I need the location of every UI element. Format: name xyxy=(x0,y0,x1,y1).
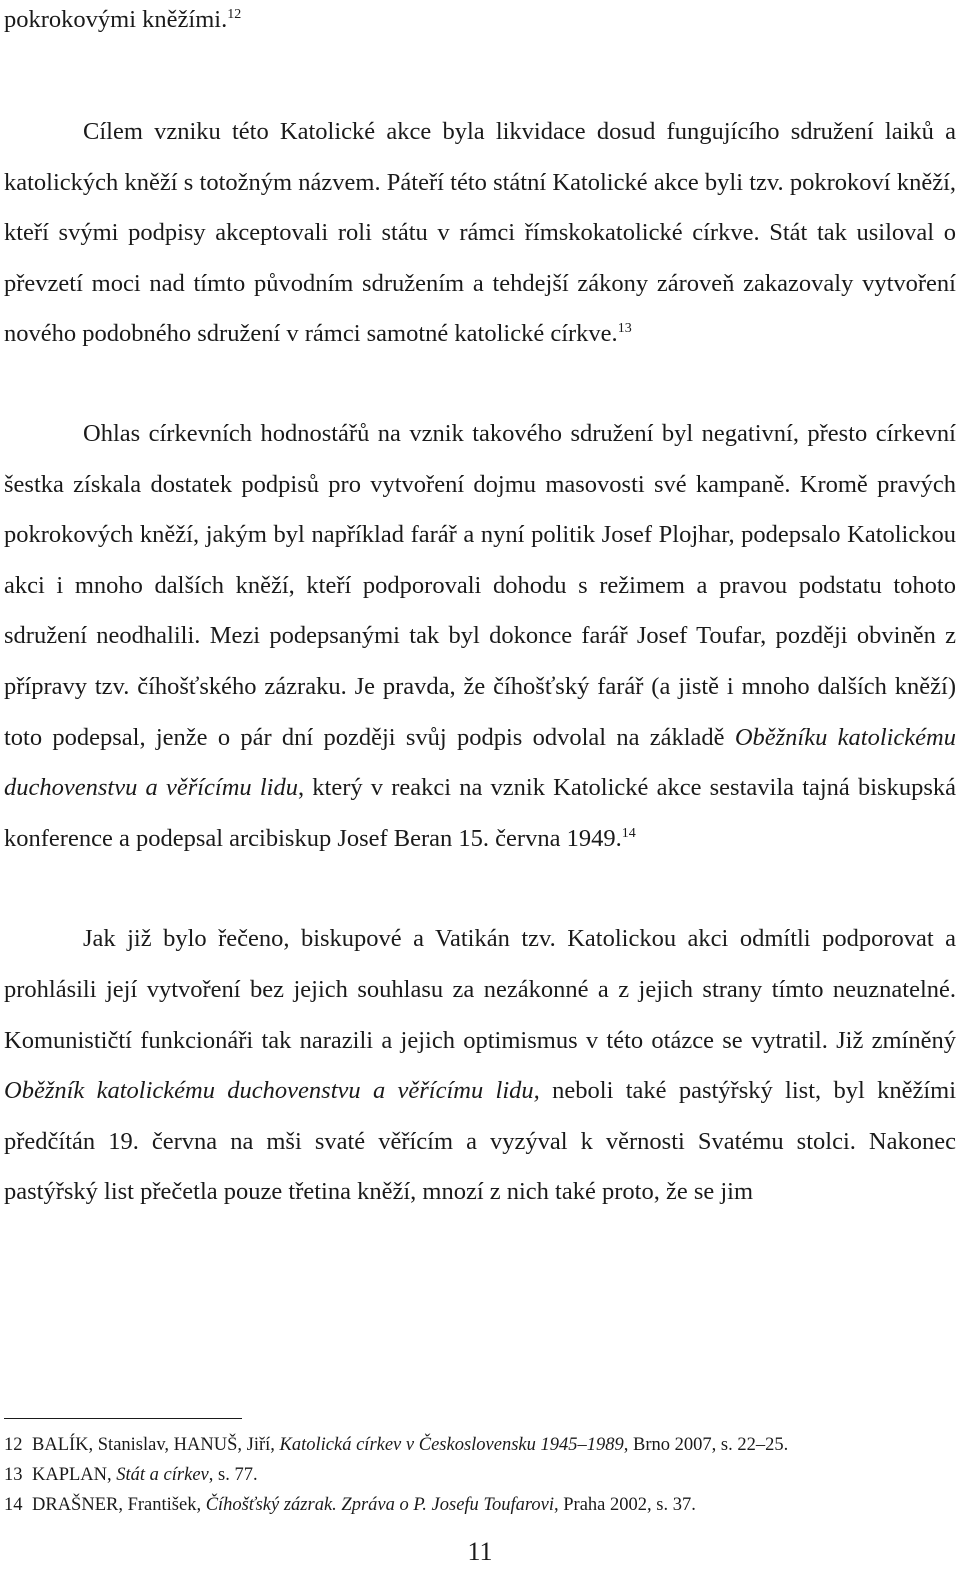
footnote-12 xyxy=(4,1430,956,1460)
paragraph-2-text-b: , který v reakci na vznik Katolické akce sestavila tajná biskupská konference a podepsal arcibiskup Josef Beran 15. června 1949. xyxy=(4,774,956,852)
footnote-ref-14[interactable]: 14 xyxy=(621,825,636,841)
footnote-title: Číhošťský zázrak. Zpráva o P. Josefu Toufarovi xyxy=(205,1495,555,1515)
paragraph-3-text-b: neboli také pastýřský list, byl kněžími předčítán 19. června na mši svaté věřícím a vyzýval k věrnosti Svatému stolci. Nakonec pastýřský list přečetla pouze třetina kněží, mnozí z nich také proto, že se jim xyxy=(4,1077,957,1206)
paragraph-3 xyxy=(4,914,956,1218)
footnote-authors: BALÍK, Stanislav, HANUŠ, Jiří, xyxy=(32,1435,280,1455)
footnote-number: 13 xyxy=(4,1465,23,1485)
paragraph-2 xyxy=(4,409,956,864)
footnote-ref-13[interactable]: 13 xyxy=(617,321,632,337)
document-page xyxy=(4,0,956,1218)
footnote-rest: , Brno 2007, s. 22–25. xyxy=(623,1435,789,1455)
paragraph-1-text: Cílem vzniku této Katolické akce byla likvidace dosud fungujícího sdružení laiků a katolických kněží s totožným názvem. Páteří této státní Katolické akce byli tzv. pokrokoví kněží, kteří svými podpisy akceptovali roli státu v rámci římskokatolické církve. Stát tak usiloval o převzetí moci nad tímto původním sdružením a tehdejší zákony zároveň zakazovaly vytvoření nového podobného sdružení v rámci samotné katolické církve. xyxy=(4,118,956,348)
footnote-authors: DRAŠNER, František, xyxy=(32,1495,206,1515)
footnote-number: 14 xyxy=(4,1495,23,1515)
paragraph-2-italic-title: Oběžníku katolickému duchovenstvu a věřícímu lidu xyxy=(4,723,956,802)
footnote-title: Stát a církev xyxy=(116,1465,209,1485)
footnote-rest: , Praha 2002, s. 37. xyxy=(554,1495,696,1515)
footnote-authors: KAPLAN, xyxy=(32,1465,117,1485)
paragraph-3-italic-title: Oběžník katolickému duchovenstvu a věřícímu lidu, xyxy=(4,1077,540,1105)
footnote-ref-12[interactable]: 12 xyxy=(227,6,242,22)
footnote-13 xyxy=(4,1460,956,1490)
footnote-number: 12 xyxy=(4,1435,23,1455)
footnote-title: Katolická církev v Československu 1945–1989 xyxy=(279,1435,624,1455)
footnote-14 xyxy=(4,1490,956,1520)
footnote-rest: , s. 77. xyxy=(208,1465,258,1485)
paragraph-2-text-a: Ohlas církevních hodnostářů na vznik takového sdružení byl negativní, přesto církevní šestka získala dostatek podpisů pro vytvoření dojmu masovosti své kampaně. Kromě pravých pokrokových kněží, jakým byl například farář a nyní politik Josef Plojhar, podepsalo Katolickou akci i mnoho dalších kněží, kteří podporovali dohodu s režimem a pravou podstatu tohoto sdružení neodhalili. Mezi podepsanými tak byl dokonce farář Josef Toufar, později obviněn z přípravy tzv. číhošťského zázraku. Je pravda, že číhošťský farář (a jistě i mnoho dalších kněží) toto podepsal, jenže o pár dní později svůj podpis odvolal na základě xyxy=(4,419,956,751)
paragraph-1 xyxy=(4,107,956,360)
footnote-separator xyxy=(4,1418,242,1419)
continuation-text: pokrokovými kněžími. xyxy=(4,6,228,33)
continuation-line xyxy=(4,0,956,40)
paragraph-3-text-a: Jak již bylo řečeno, biskupové a Vatikán tzv. Katolickou akci odmítli podporovat a prohlásili její vytvoření bez jejich souhlasu za nezákonné a z jejich strany tímto neuznatelné. Komunističtí funkcionáři tak narazili a jejich optimismus v této otázce se vytratil. Již zmíněný xyxy=(4,925,956,1054)
page-number: 11 xyxy=(467,1537,493,1566)
footnotes xyxy=(4,1430,956,1520)
